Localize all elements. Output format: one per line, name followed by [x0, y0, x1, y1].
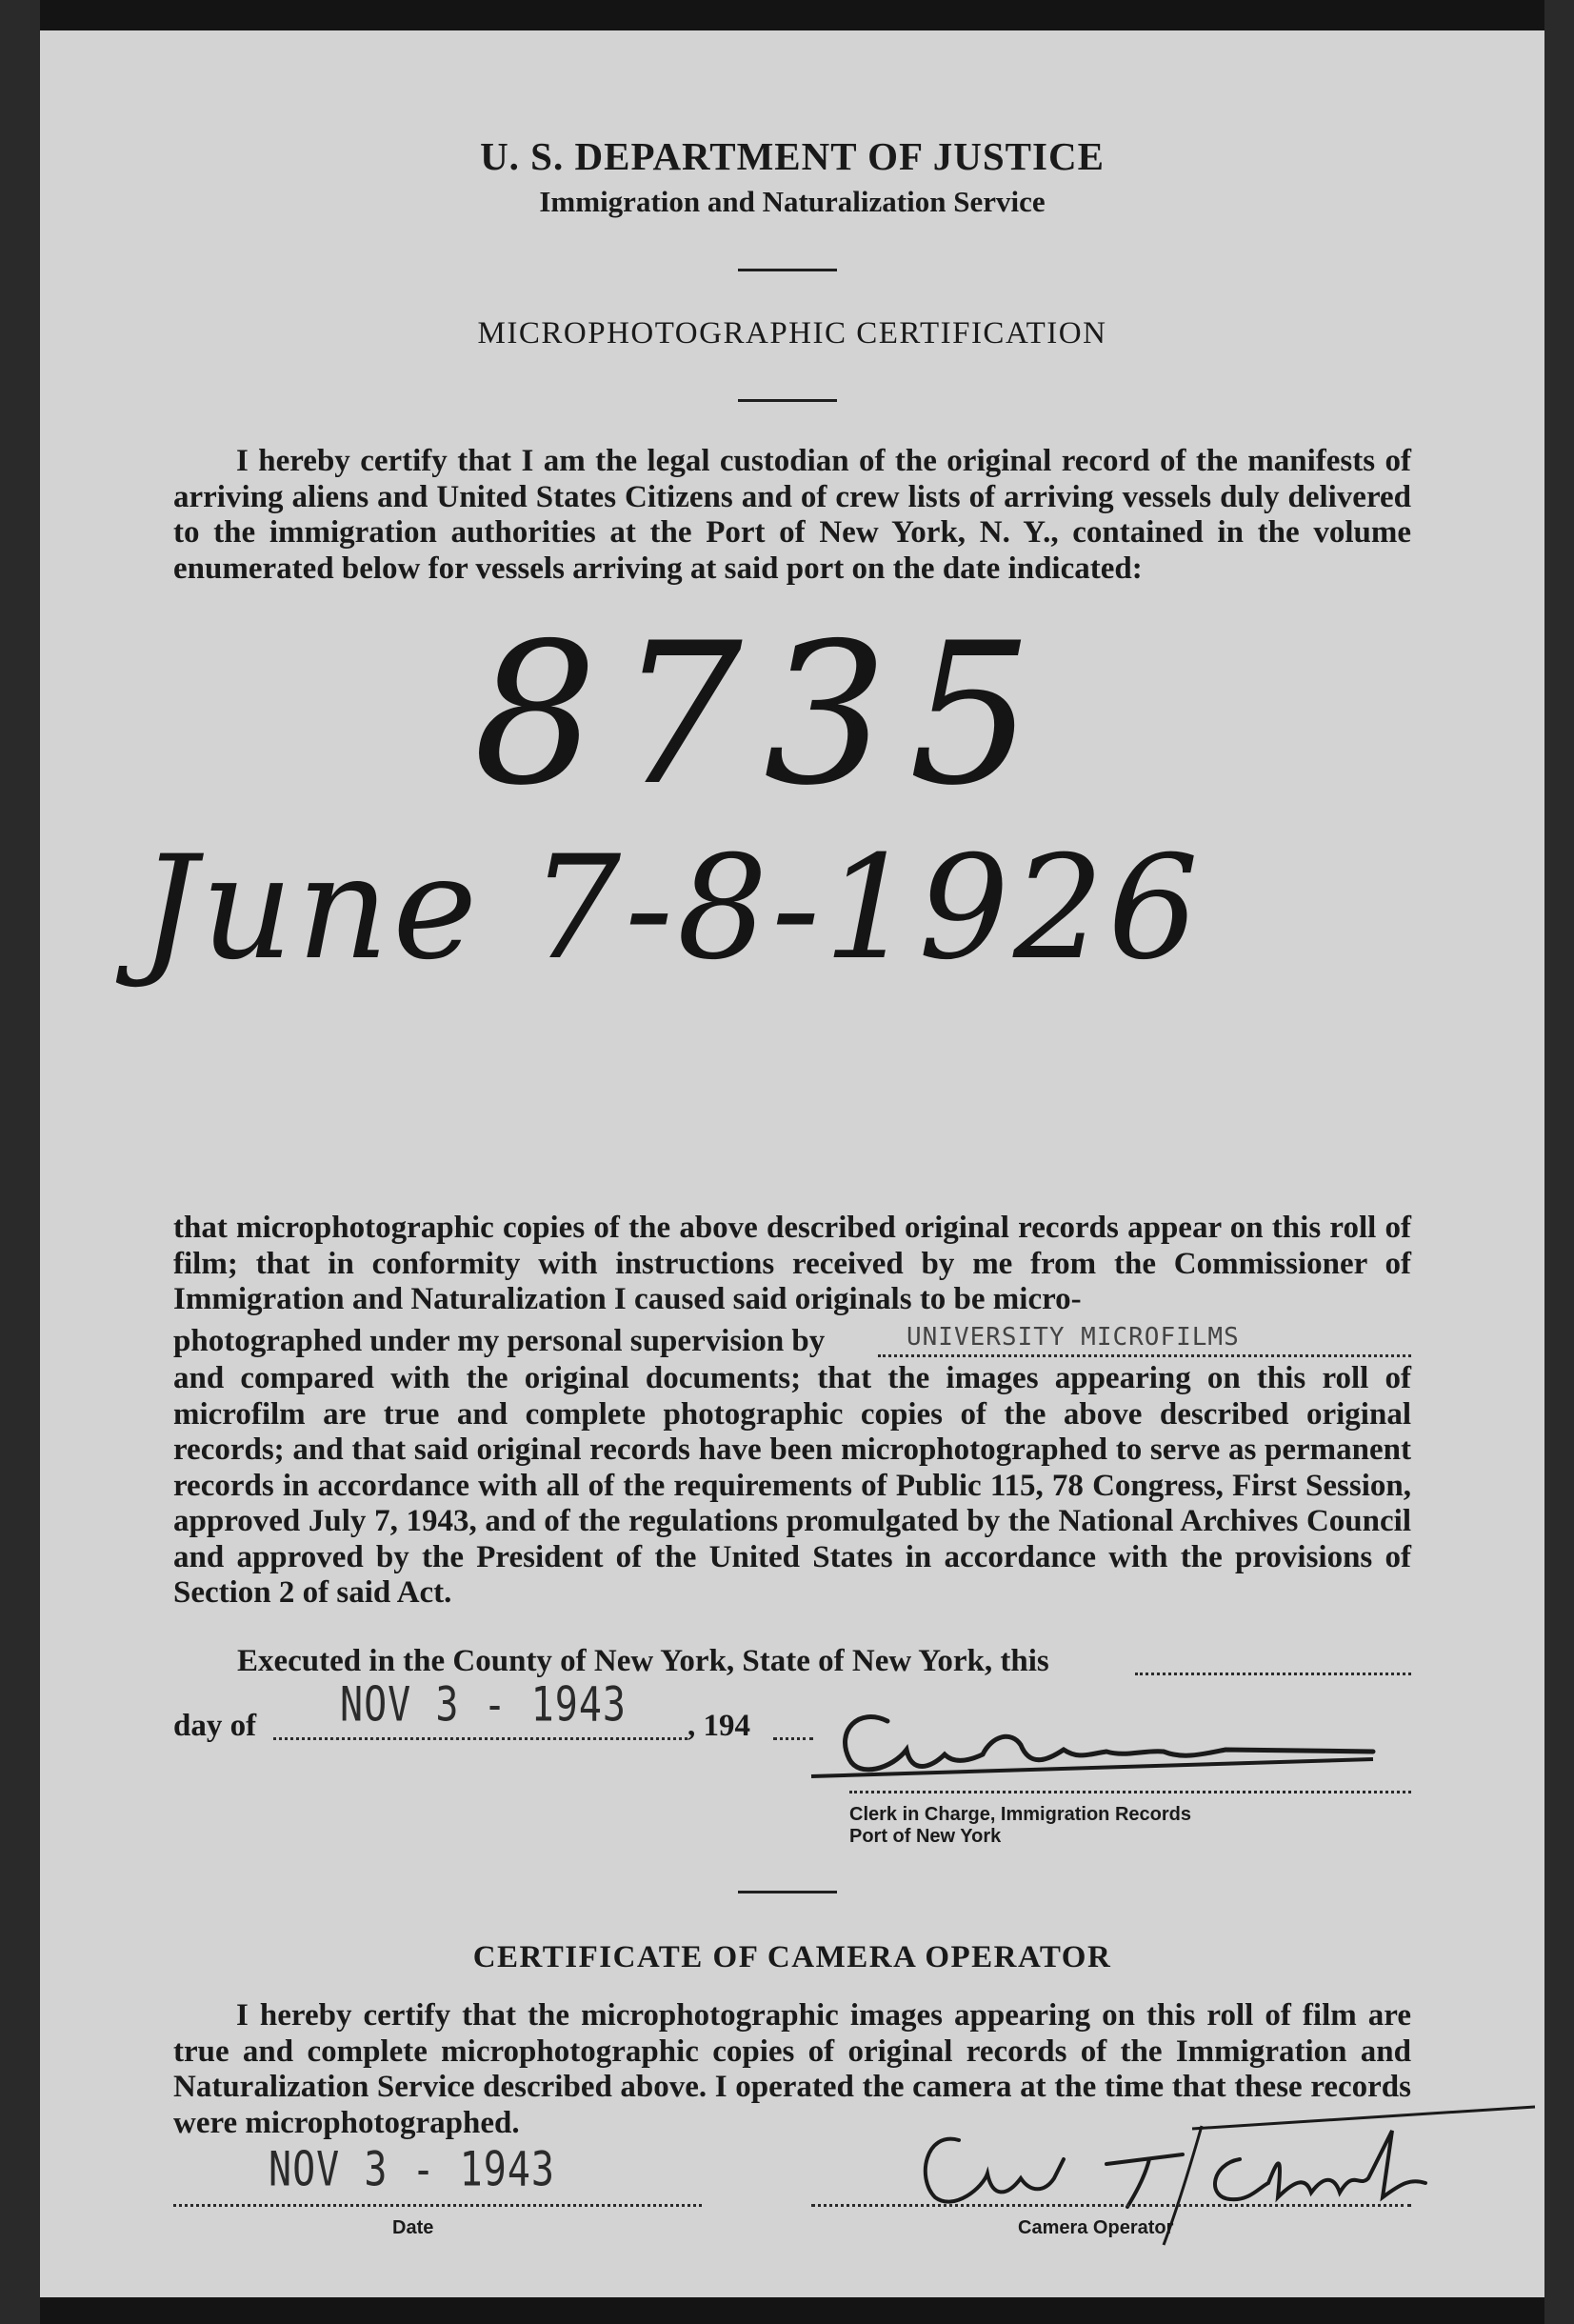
certification-paragraph-1	[173, 444, 1411, 587]
certification-text-2c: and compared with the original documents; that the images appearing on this roll of microfilm are true and complete photographic copies of the above described original records; and that said original records have been microphotographed to serve as permanent records in accordance with all of the requirements of Public 115, 78 Congress, First Session, approved July 7, 1943, and of the regulations promulgated by the National Archives Council and approved by the President of the United States in accordance with the provisions of Section 2 of said Act.	[173, 1361, 1411, 1610]
certification-paragraph-2	[173, 1211, 1411, 1318]
left-film-border	[0, 0, 40, 2324]
department-heading: U. S. DEPARTMENT OF JUSTICE	[480, 134, 1105, 178]
camera-operator-title: CERTIFICATE OF CAMERA OPERATOR	[472, 1940, 1112, 1974]
day-of-row	[173, 1709, 256, 1744]
certification-title: MICROPHOTOGRAPHIC CERTIFICATION	[477, 316, 1107, 351]
clerk-caption	[849, 1804, 1191, 1848]
camera-date-stamp: NOV 3 - 1943	[269, 2142, 555, 2197]
certification-paragraph-3	[173, 1361, 1411, 1612]
certification-text-1: I hereby certify that I am the legal custodian of the original record of the manifests of arriving aliens and United States Citizens and of crew lists of arriving vessels duly delivered to the immigration authorities at the Port of New York, N. Y., contained in the volume enumerated below for vessels arriving at said port on the date indicated:	[173, 444, 1411, 586]
camera-operator-line	[811, 2204, 1411, 2207]
day-of-label: day of	[173, 1709, 257, 1743]
photographer-row	[173, 1324, 825, 1359]
certificate-sheet	[40, 30, 1544, 2297]
volume-date-handwritten: June 7-8-1926	[140, 826, 1203, 992]
divider	[738, 399, 837, 402]
right-film-border	[1544, 0, 1574, 2324]
clerk-caption-line-2: Port of New York	[849, 1826, 1002, 1847]
camera-operator-text: I hereby certify that the microphotographic images appearing on this roll of film are true and complete microphotographic copies of original records of the Immigration and Naturalization Service described above. I operated the camera at the time that these records were microphotographed.	[173, 1998, 1411, 2140]
clerk-caption-line-1: Clerk in Charge, Immigration Records	[849, 1804, 1191, 1825]
photographer-line	[878, 1354, 1411, 1357]
volume-number-handwritten: 8735	[473, 602, 1054, 829]
divider	[738, 1891, 837, 1893]
year-prefix: , 194	[687, 1709, 750, 1743]
photographer-typed: UNIVERSITY MICROFILMS	[907, 1323, 1240, 1352]
executed-row	[237, 1644, 1049, 1679]
camera-operator-signature	[878, 2074, 1544, 2264]
clerk-signature-line	[849, 1791, 1411, 1793]
photographer-label: photographed under my personal supervision by	[173, 1324, 826, 1358]
camera-date-label: Date	[392, 2217, 434, 2238]
certification-date-stamp: NOV 3 - 1943	[340, 1677, 627, 1733]
camera-operator-label: Camera Operator	[1018, 2217, 1174, 2238]
year-row	[687, 1709, 750, 1744]
divider	[738, 269, 837, 271]
clerk-signature	[802, 1702, 1383, 1793]
camera-date-line	[173, 2204, 702, 2207]
certification-text-2a: that microphotographic copies of the above described original records appear on this roll of film; that in conformity with instructions received by me from the Commissioner of Immigration and Naturalization I caused said originals to be micro-	[173, 1211, 1411, 1316]
executed-day-line	[1135, 1673, 1411, 1675]
day-of-line	[273, 1737, 687, 1740]
executed-text: Executed in the County of New York, State of New York, this	[237, 1644, 1049, 1678]
service-heading: Immigration and Naturalization Service	[539, 185, 1046, 218]
